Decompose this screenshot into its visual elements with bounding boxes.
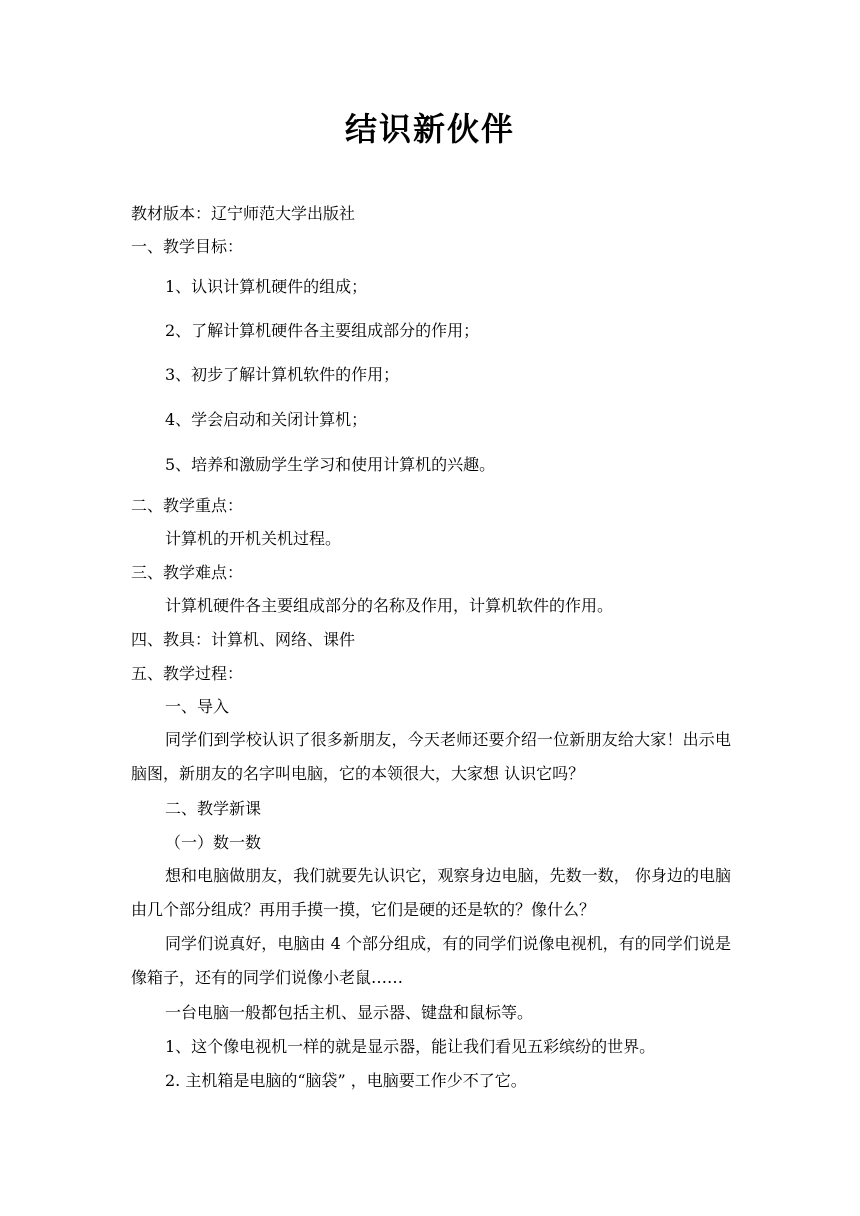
- process-heading: 五、教学过程：: [131, 664, 244, 683]
- objective-item: 4、学会启动和关闭计算机；: [165, 410, 368, 429]
- intro-paragraph: 同学们到学校认识了很多新朋友，今天老师还要介绍一位新朋友给大家！出示电脑图，新朋友的名字叫电脑，它的本领很大，大家想 认识它吗？: [131, 730, 731, 783]
- document-title: 结识新伙伴: [344, 110, 515, 148]
- general-paragraph: 一台电脑一般都包括主机、显示器、键盘和鼠标等。: [165, 1003, 534, 1022]
- objective-item: 2、了解计算机硬件各主要组成部分的作用；: [165, 321, 480, 340]
- count-paragraph: 想和电脑做朋友，我们就要先认识它，观察身边电脑，先数一数， 你身边的电脑由几个部分组成？再用手摸一摸，它们是硬的还是软的？像什么？: [131, 866, 731, 919]
- students-paragraph: 同学们说真好，电脑由 4 个部分组成，有的同学们说像电视机，有的同学们说是像箱子，还有的同学们说像小老鼠……: [131, 934, 731, 987]
- tools-line: 四、教具：计算机、网络、课件: [131, 630, 356, 649]
- key-point-heading: 二、教学重点：: [131, 496, 244, 515]
- edition-line: 教材版本：辽宁师范大学出版社: [131, 204, 356, 223]
- count-heading: （一）数一数: [165, 833, 262, 852]
- objective-item: 5、培养和激励学生学习和使用计算机的兴趣。: [165, 455, 496, 474]
- objectives-heading: 一、教学目标：: [131, 237, 244, 256]
- difficulty-heading: 三、教学难点：: [131, 563, 244, 582]
- host-paragraph: 2. 主机箱是电脑的“脑袋” ，电脑要工作少不了它。: [165, 1071, 527, 1090]
- new-lesson-heading: 二、教学新课: [165, 799, 262, 818]
- intro-heading: 一、导入: [165, 697, 230, 716]
- objective-item: 1、认识计算机硬件的组成；: [165, 277, 368, 296]
- objective-item: 3、初步了解计算机软件的作用；: [165, 365, 400, 384]
- monitor-paragraph: 1、这个像电视机一样的就是显示器，能让我们看见五彩缤纷的世界。: [165, 1037, 656, 1056]
- key-point-text: 计算机的开机关机过程。: [165, 529, 342, 548]
- difficulty-text: 计算机硬件各主要组成部分的名称及作用，计算机软件的作用。: [165, 596, 614, 615]
